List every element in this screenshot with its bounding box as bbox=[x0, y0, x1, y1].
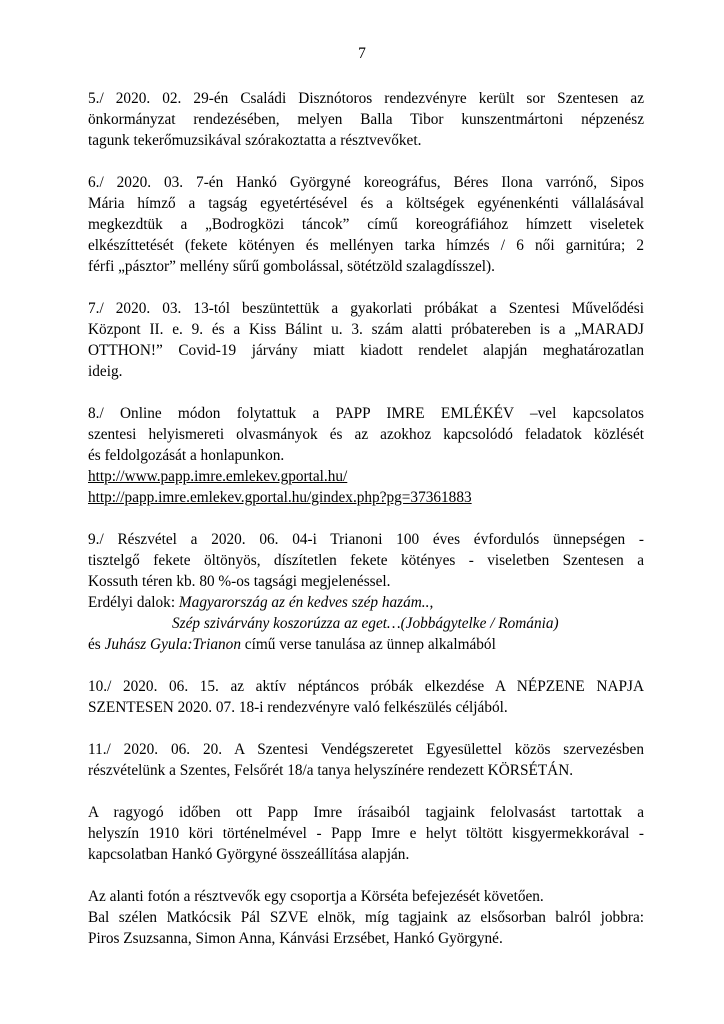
text-line: Az alanti fotón a résztvevők egy csoportja a Körséta befejezését követően. bbox=[88, 888, 544, 905]
text-line: 5./ 2020. 02. 29-én Családi Disznótoros rendezvényre került sor Szentesen az bbox=[88, 90, 644, 107]
text-line: Központ II. e. 9. és a Kiss Bálint u. 3. szám alatti próbatereben is a „MARADJ bbox=[88, 321, 644, 338]
text-line: Kossuth téren kb. 80 %-os tagsági megjelenéssel. bbox=[88, 573, 391, 590]
text-line: 10./ 2020. 06. 15. az aktív néptáncos próbák elkezdése A NÉPZENE NAPJA bbox=[88, 678, 644, 695]
poem-prefix: és bbox=[88, 636, 105, 653]
text-line: és feldolgozását a honlapunkon. bbox=[88, 447, 285, 464]
gindex-page-link[interactable]: http://papp.imre.emlekev.gportal.hu/gindex.php?pg=37361883 bbox=[88, 489, 472, 506]
song-line bbox=[88, 613, 644, 634]
song-title: Magyarország az én kedves szép hazám.., bbox=[178, 594, 434, 611]
text-line: elkészíttetését (fekete kötényen és mellényen tarka hímzés / 6 női garnitúra; 2 bbox=[88, 237, 644, 254]
item-6-paragraph bbox=[88, 172, 644, 277]
text-line: A ragyogó időben ott Papp Imre írásaiból tagjaink felolvasást tartottak a bbox=[88, 804, 644, 821]
text-line: kapcsolatban Hankó Györgyné összeállítása alapján. bbox=[88, 846, 410, 863]
reading-paragraph bbox=[88, 802, 644, 865]
song-title: Szép szivárvány koszorúzza az eget…(Jobbágytelke / Románia) bbox=[172, 615, 559, 632]
text-line: Piros Zsuzsanna, Simon Anna, Kánvási Erzsébet, Hankó Györgyné. bbox=[88, 930, 503, 947]
text-line: szentesi helyismereti olvasmányok és az azokhoz kapcsolódó feladatok közlését bbox=[88, 426, 644, 443]
text-line: 9./ Részvétel a 2020. 06. 04-i Trianoni 100 éves évfordulós ünnepségen - bbox=[88, 531, 644, 548]
text-line: Bal szélen Matkócsik Pál SZVE elnök, míg tagjaink az elsősorban balról jobbra: bbox=[88, 909, 644, 926]
poem-suffix: című verse tanulása az ünnep alkalmából bbox=[240, 636, 496, 653]
website-link[interactable]: http://www.papp.imre.emlekev.gportal.hu/ bbox=[88, 468, 348, 485]
text-line: tisztelgő fekete öltönyös, díszítetlen fekete kötényes - viseletben Szentesen a bbox=[88, 552, 644, 569]
text-line: ideig. bbox=[88, 363, 123, 380]
text-line: megkezdtük a „Bodrogközi táncok” című koreográfiához hímzett viseletek bbox=[88, 216, 644, 233]
text-line: önkormányzat rendezésében, melyen Balla Tibor kunszentmártoni népzenész bbox=[88, 111, 644, 128]
poem-title: Juhász Gyula:Trianon bbox=[104, 636, 241, 653]
item-8-paragraph bbox=[88, 403, 644, 508]
text-line: Mária hímző a tagság egyetértésével és a költségek egyénenkénti vállalásával bbox=[88, 195, 644, 212]
document-body bbox=[88, 88, 644, 949]
item-11-paragraph bbox=[88, 739, 644, 781]
song-prefix: Erdélyi dalok: bbox=[88, 594, 179, 611]
text-line: tagunk tekerőmuzsikával szórakoztatta a résztvevőket. bbox=[88, 132, 422, 149]
song-line bbox=[88, 592, 644, 613]
text-line: 7./ 2020. 03. 13-tól beszüntettük a gyakorlati próbákat a Szentesi Művelődési bbox=[88, 300, 644, 317]
text-line: SZENTESEN 2020. 07. 18-i rendezvényre való felkészülés céljából. bbox=[88, 699, 508, 716]
item-7-paragraph bbox=[88, 298, 644, 382]
text-line: férfi „pásztor” mellény sűrű gombolással, sötétzöld szalagdísszel). bbox=[88, 258, 495, 275]
page-number: 7 bbox=[358, 45, 366, 62]
photo-caption-paragraph bbox=[88, 886, 644, 949]
text-line: 8./ Online módon folytattuk a PAPP IMRE EMLÉKÉV –vel kapcsolatos bbox=[88, 405, 644, 422]
item-5-paragraph bbox=[88, 88, 644, 151]
text-line: 11./ 2020. 06. 20. A Szentesi Vendégszeretet Egyesülettel közös szervezésben bbox=[88, 741, 644, 758]
item-9-paragraph bbox=[88, 529, 644, 655]
text-line: OTTHON!” Covid-19 járvány miatt kiadott rendelet alapján meghatározatlan bbox=[88, 342, 644, 359]
text-line: helyszín 1910 köri történelmével - Papp Imre e helyt töltött kisgyermekkorával - bbox=[88, 825, 644, 842]
text-line: 6./ 2020. 03. 7-én Hankó Györgyné koreográfus, Béres Ilona varrónő, Sipos bbox=[88, 174, 644, 191]
poem-line bbox=[88, 634, 644, 655]
text-line: részvételünk a Szentes, Felsőrét 18/a tanya helyszínére rendezett KÖRSÉTÁN. bbox=[88, 762, 574, 779]
item-10-paragraph bbox=[88, 676, 644, 718]
